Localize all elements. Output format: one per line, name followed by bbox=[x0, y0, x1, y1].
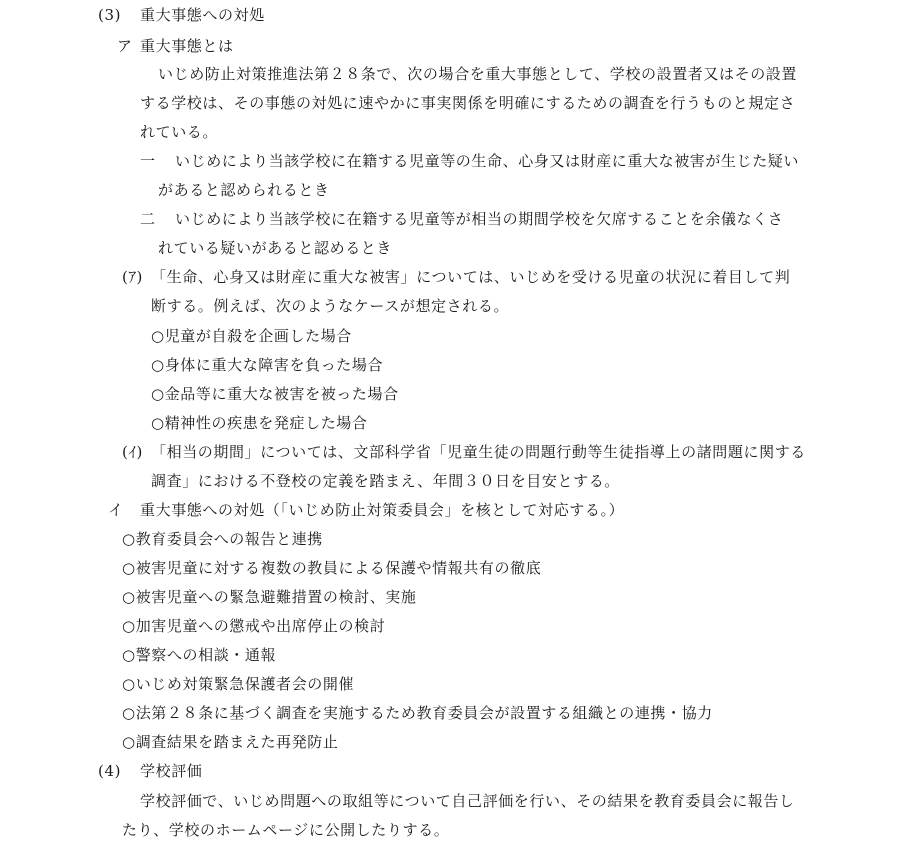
section-4-line-2: たり、学校のホームページに公開したりする。 bbox=[122, 821, 450, 839]
section-4-number: (4) bbox=[98, 762, 122, 780]
case-1-label: 一 bbox=[140, 152, 156, 170]
note-b-line-2: 調査」における不登校の定義を踏まえ、年間３０日を目安とする。 bbox=[151, 472, 620, 490]
note-a-label: (ｱ) bbox=[122, 268, 144, 286]
note-a-case-4: ○精神性の疾患を発症した場合 bbox=[151, 414, 368, 432]
response-item-2: ○被害児童に対する複数の教員による保護や情報共有の徹底 bbox=[122, 559, 542, 577]
response-item-7: ○法第２８条に基づく調査を実施するため教育委員会が設置する組織との連携・協力 bbox=[122, 704, 713, 722]
item-a-intro-line-3: れている。 bbox=[140, 123, 219, 141]
section-4-line-1: 学校評価で、いじめ問題への取組等について自己評価を行い、その結果を教育委員会に報告し bbox=[140, 792, 795, 810]
section-3-title: 重大事態への対処 bbox=[140, 6, 265, 24]
case-1-line-1: いじめにより当該学校に在籍する児童等の生命、心身又は財産に重大な被害が生じた疑い bbox=[175, 152, 800, 170]
response-item-4: ○加害児童への懲戒や出席停止の検討 bbox=[122, 617, 386, 635]
note-a-case-2: ○身体に重大な障害を負った場合 bbox=[151, 356, 384, 374]
response-item-3: ○被害児童への緊急避難措置の検討、実施 bbox=[122, 588, 417, 606]
response-item-5: ○警察への相談・通報 bbox=[122, 646, 277, 664]
section-3-number: (3) bbox=[98, 6, 122, 24]
item-i-title: 重大事態への対処（「いじめ防止対策委員会」を核として対応する。） bbox=[140, 501, 625, 519]
note-a-case-3: ○金品等に重大な被害を被った場合 bbox=[151, 385, 399, 403]
case-2-line-2: れている疑いがあると認めるとき bbox=[158, 239, 393, 257]
note-b-label: (ｲ) bbox=[122, 443, 144, 461]
note-a-line-2: 断する。例えば、次のようなケースが想定される。 bbox=[151, 297, 510, 315]
item-a-label: ア bbox=[117, 37, 133, 55]
section-4-title: 学校評価 bbox=[140, 762, 203, 780]
response-item-8: ○調査結果を踏まえた再発防止 bbox=[122, 733, 339, 751]
note-a-case-1: ○児童が自殺を企画した場合 bbox=[151, 327, 352, 345]
response-item-6: ○いじめ対策緊急保護者会の開催 bbox=[122, 675, 355, 693]
item-a-intro-line-1: いじめ防止対策推進法第２８条で、次の場合を重大事態として、学校の設置者又はその設置 bbox=[158, 65, 798, 83]
note-b-line-1: 「相当の期間」については、文部科学省「児童生徒の問題行動等生徒指導上の諸問題に関する bbox=[151, 443, 806, 461]
note-a-line-1: 「生命、心身又は財産に重大な被害」については、いじめを受ける児童の状況に着目して判 bbox=[151, 268, 791, 286]
case-1-line-2: があると認められるとき bbox=[158, 181, 330, 199]
response-item-1: ○教育委員会への報告と連携 bbox=[122, 530, 323, 548]
item-a-intro-line-2: する学校は、その事態の対処に速やかに事実関係を明確にするための調査を行うものと規定さ bbox=[140, 94, 796, 112]
item-a-title: 重大事態とは bbox=[140, 37, 234, 55]
case-2-label: 二 bbox=[140, 210, 156, 228]
item-i-label: イ bbox=[108, 501, 124, 519]
case-2-line-1: いじめにより当該学校に在籍する児童等が相当の期間学校を欠席することを余儀なくさ bbox=[175, 210, 784, 228]
